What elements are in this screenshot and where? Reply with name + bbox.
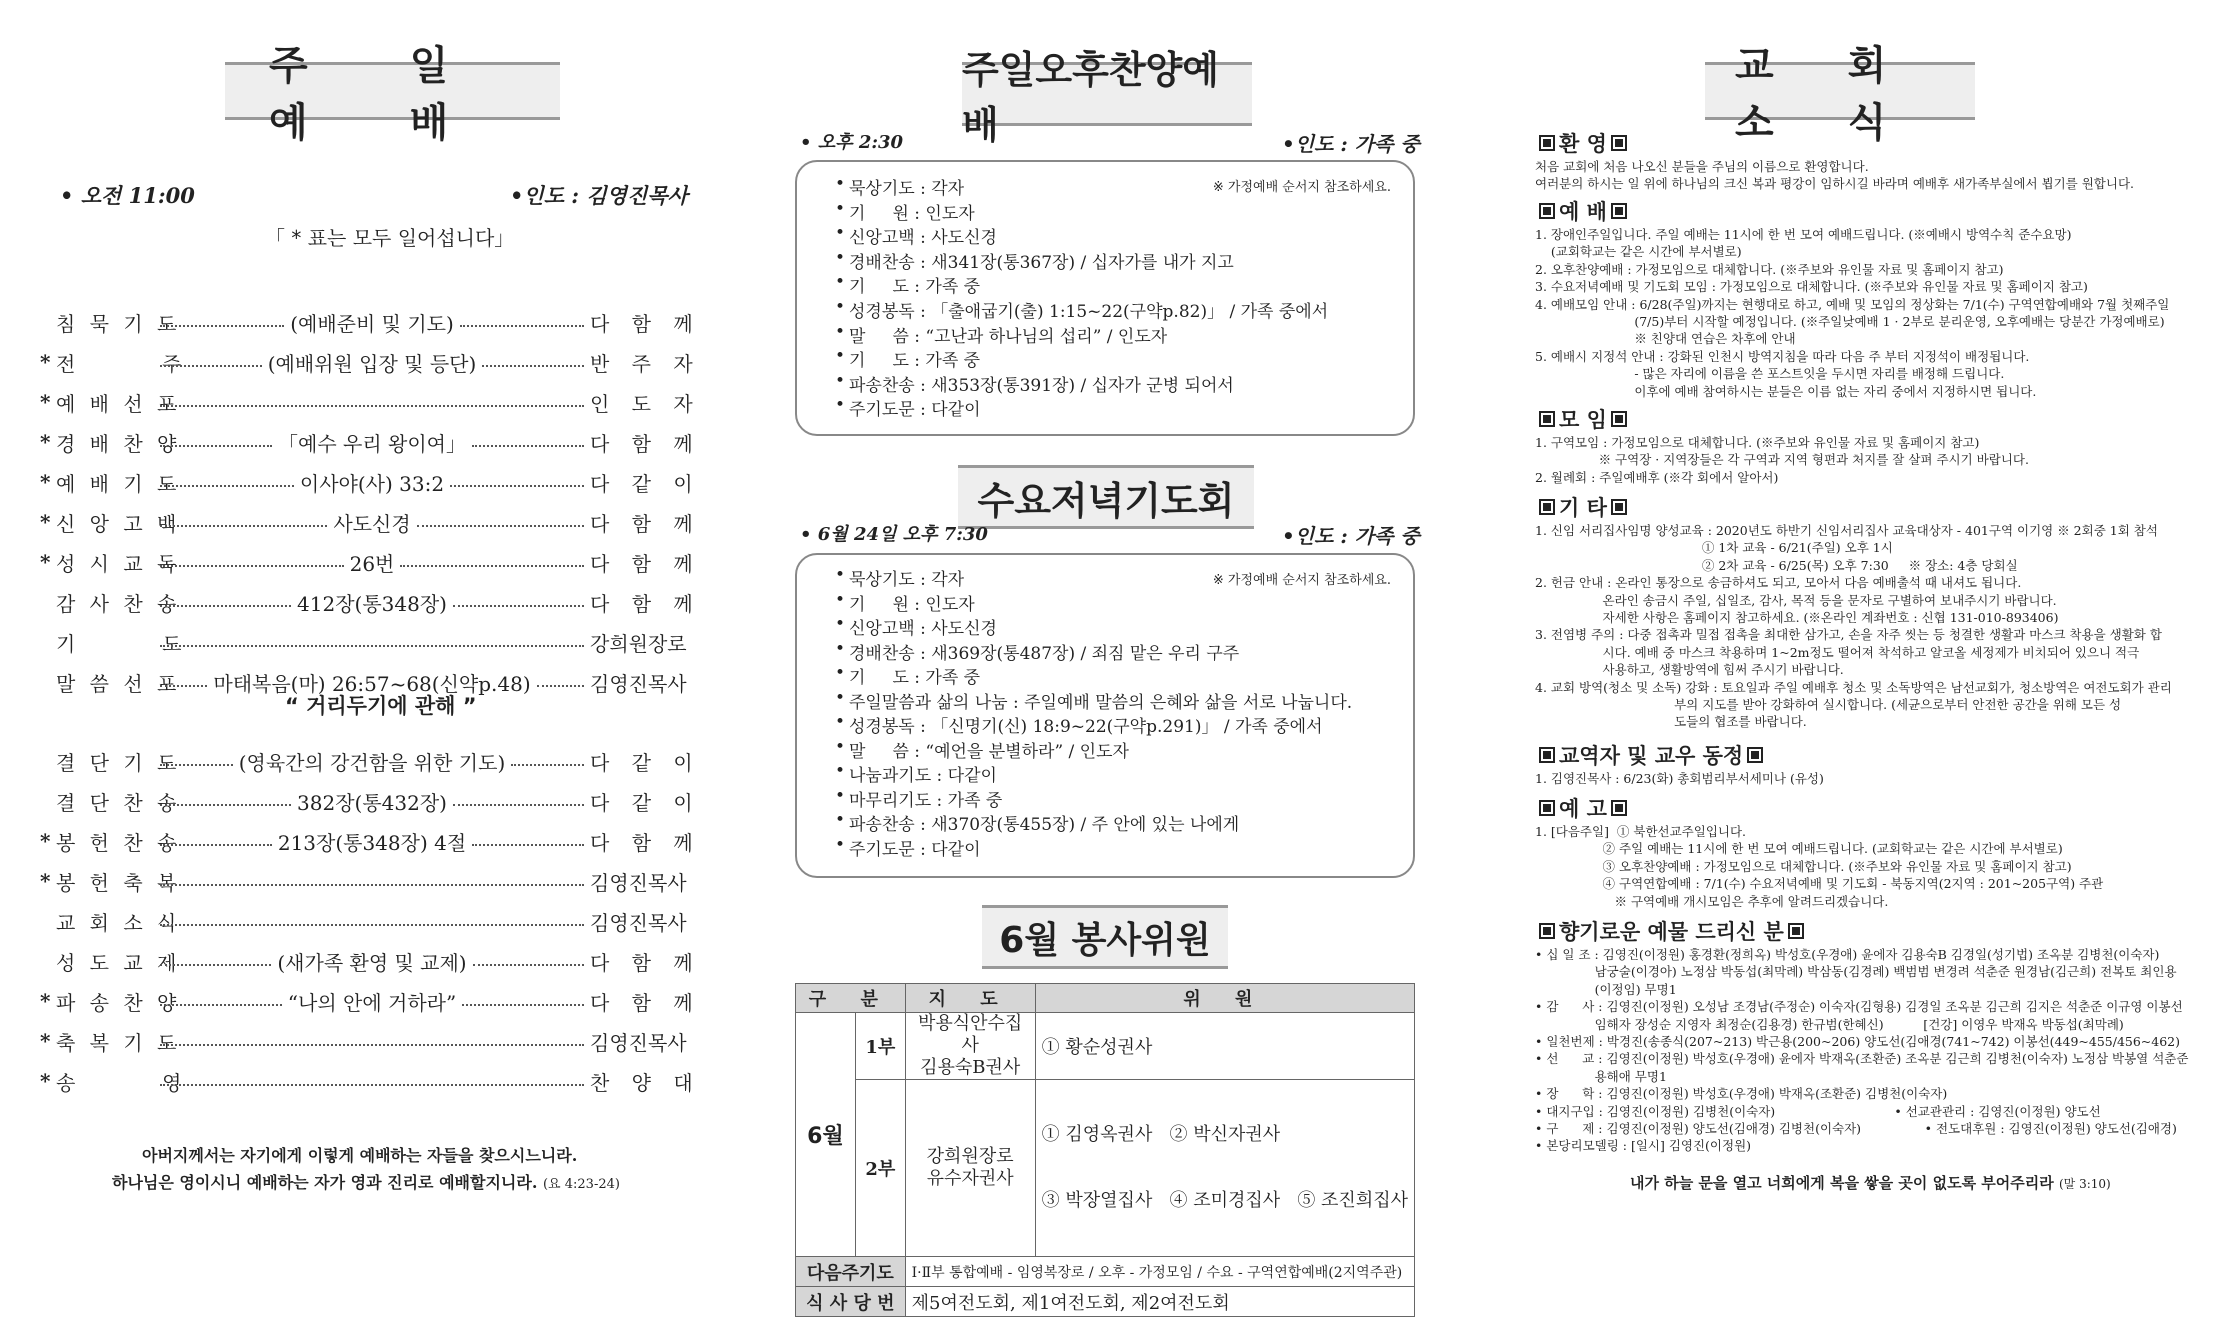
order-item-leader: 다 함 께	[590, 431, 701, 456]
leader-dots	[160, 525, 327, 527]
leader-dots	[160, 685, 207, 687]
order-item-leader: 강희원장로	[590, 631, 687, 656]
etc-heading	[1535, 492, 1631, 522]
square-bullet-icon	[1539, 499, 1555, 515]
offer-line: 남궁술(이경아) 노정삼 박동섭(최막례) 박삼동(김경례) 백범범 변경려 석춘준 원경남(김근희) 전복토 최인용	[1535, 964, 2177, 980]
bible-verse-line-2	[112, 1170, 620, 1193]
order-item	[40, 422, 701, 462]
notice-line: ② 주일 예배는 11시에 한 번 모여 예배드립니다. (교회학교는 같은 시간에 부서별로)	[1535, 841, 2063, 857]
order-item-leader: 김영진목사	[590, 870, 687, 895]
meeting-line: 2. 월례회 : 주일예배후 (※각 회에서 알아서)	[1535, 469, 1779, 485]
order-item-detail: 마태복음(마) 26:57~68(신약p.48)	[213, 671, 531, 696]
sermon-title: “ 거리두기에 관해 ”	[285, 694, 477, 718]
leader-dots	[160, 1044, 584, 1046]
duty-header-members: 위 원	[1035, 984, 1414, 1013]
offer-line: • 선 교 : 김영진(이정원) 박성호(우경애) 윤에자 박재옥(조환준) 조옥분 김근희 김병천(이숙자) 노정삼 박봉열 석춘준	[1535, 1051, 2189, 1067]
welcome-line: 처음 교회에 처음 나오신 분들을 주님의 이름으로 환영합니다.	[1535, 159, 1869, 174]
duty-header-row	[796, 984, 1415, 1013]
order-item	[40, 941, 701, 981]
standing-mark: *	[40, 350, 51, 374]
offer-line: 임해자 장성순 지영자 최정순(김용경) 한규범(한혜신) [건강] 이영우 박재옥 박동섭(최막례)	[1535, 1016, 2124, 1032]
order-item-name: 침 묵 기 도	[56, 311, 181, 336]
duty-meal-row	[796, 1287, 1415, 1317]
leader-dots	[160, 764, 233, 766]
leader-dots	[537, 685, 584, 687]
order-item	[40, 502, 701, 542]
wednesday-order-line: • 파송찬송 : 새370장(통455장) / 주 안에 있는 나에게	[849, 810, 1239, 835]
wednesday-order-line: • 기 원 : 인도자	[849, 590, 975, 615]
notice-line: ③ 오후찬양예배 : 가정모임으로 대체합니다. (※주보와 유인물 자료 및 홈페이지 참고)	[1535, 858, 2072, 874]
afternoon-order-line: • 주기도문 : 다같이	[849, 395, 981, 420]
duty-guide-1	[905, 1013, 1035, 1080]
leader-dots	[472, 445, 584, 447]
etc-line: ① 1차 교육 - 6/21(주일) 오후 1시	[1535, 540, 1893, 556]
worship-line: (교회학교는 같은 시간에 부서별로)	[1535, 244, 1742, 260]
meeting-line: 1. 구역모임 : 가정모임으로 대체합니다. (※주보와 유인물 자료 및 홈페이지 참고)	[1535, 435, 1980, 450]
leader-dots	[160, 445, 272, 447]
afternoon-worship-box	[795, 160, 1415, 436]
afternoon-order-line: • 성경봉독 : 「출애굽기(출) 1:15~22(구약p.82)」 / 가족 중에서	[849, 297, 1328, 322]
worship-line: - 많은 자리에 이름을 쓴 포스트잇을 두시면 자리를 배정해 드립니다.	[1535, 366, 2005, 382]
order-item-name: 경 배 찬 양	[56, 431, 181, 456]
leader-dots	[160, 405, 584, 407]
order-item	[40, 861, 687, 901]
heading-text: 모 임	[1559, 408, 1607, 432]
order-item	[40, 821, 701, 861]
order-item	[40, 1061, 701, 1101]
afternoon-order-line: • 묵상기도 : 각자	[849, 174, 964, 199]
order-item-name: 봉 헌 축 복	[56, 870, 181, 895]
etc-line: 온라인 송금시 주일, 십일조, 감사, 목적 등을 문자로 구별하여 보내주시기 바랍니다.	[1535, 592, 2057, 608]
order-item-leader: 다 함 께	[590, 311, 701, 336]
worship-line: 이후에 예배 참여하시는 분들은 이름 없는 자리 중에서 지정하시면 됩니다.	[1535, 383, 2037, 399]
wednesday-order-line: • 마무리기도 : 가족 중	[849, 786, 1002, 811]
leader-dots	[462, 1004, 584, 1006]
standing-mark: *	[40, 390, 51, 414]
order-item	[40, 382, 701, 422]
order-item-name: 송 영	[56, 1070, 186, 1095]
wednesday-order-line: • 말 씀 : “예언을 분별하라” / 인도자	[849, 737, 1129, 762]
wednesday-prayer-box	[795, 553, 1415, 878]
leader-dots	[453, 804, 584, 806]
offer-line: • 십 일 조 : 김영진(이정원) 홍경환(정희옥) 박성호(우경애) 윤에자 김용숙B 김경일(성기법) 조옥분 김병천(이숙자)	[1535, 947, 2160, 962]
heading-text: 기 타	[1559, 496, 1607, 520]
square-bullet-icon	[1611, 411, 1627, 427]
meal-label: 식 사 당 번	[796, 1287, 906, 1317]
leader-dots	[482, 365, 584, 367]
offer-line: • 일천번제 : 박경진(송종식(207~213) 박근용(200~206) 양도선(김애경(741~742) 이봉선(449~455/456~462)	[1535, 1034, 2181, 1049]
leader-dots	[450, 485, 584, 487]
order-item-detail: (영육간의 강건함을 위한 기도)	[238, 750, 506, 775]
etc-line: 도들의 협조를 바랍니다.	[1535, 714, 1807, 730]
etc-line: 2. 헌금 안내 : 온라인 통장으로 송금하셔도 되고, 모아서 다음 예배출석 때 내셔도 됩니다.	[1535, 575, 2022, 591]
wednesday-order-line: • 성경봉독 : 「신명기(신) 18:9~22(구약p.291)」 / 가족 중에서	[849, 712, 1323, 737]
notice-line: 1. [다음주일] ① 북한선교주일입니다.	[1535, 824, 1747, 839]
middle-column	[795, 0, 1435, 1314]
etc-line: 1. 신임 서리집사임명 양성교육 : 2020년도 하반기 신임서리집사 교육대상자 - 401구역 이기영 ※ 2회중 1회 참석	[1535, 523, 2158, 538]
sunday-worship-title: 주 일 예 배	[225, 62, 560, 120]
etc-line: 시다. 예배 중 마스크 착용하며 1~2m정도 떨어져 착석하고 알코올 세정제가 비치되어 있으니 적극	[1535, 644, 2140, 660]
closing-verse	[1630, 1172, 2111, 1193]
heading-text: 예 배	[1559, 200, 1607, 224]
wednesday-order-line: • 주기도문 : 다같이	[849, 835, 981, 860]
notice-line: ※ 구역예배 개시모임은 추후에 알려드리겠습니다.	[1535, 893, 1889, 909]
order-item	[40, 542, 701, 582]
order-item-name: 성 도 교 제	[56, 950, 181, 975]
order-item-detail: 412장(통348장)	[297, 591, 447, 616]
duty-table	[795, 983, 1415, 1317]
square-bullet-icon	[1539, 411, 1555, 427]
order-item	[40, 342, 701, 382]
standing-mark: *	[40, 1069, 51, 1093]
meeting-line: ※ 구역장 · 지역장들은 각 구역과 지역 형편과 처지를 잘 살펴 주시기 바랍니다.	[1535, 452, 2029, 468]
order-item-detail: 이사야(사) 33:2	[299, 471, 445, 496]
offer-heading	[1535, 916, 1808, 946]
offer-line: • 장 학 : 김영진(이정원) 박성호(우경애) 박재옥(조환준) 김병천(이숙자)	[1535, 1086, 1948, 1102]
order-item-name: 전 주	[56, 351, 186, 376]
order-item-detail: 사도신경	[333, 511, 411, 536]
order-item-name: 축 복 기 도	[56, 1030, 181, 1055]
square-bullet-icon	[1539, 203, 1555, 219]
worship-time: • 오전 11:00	[60, 183, 195, 208]
order-item-name: 예 배 기 도	[56, 471, 181, 496]
order-item-detail: (새가족 환영 및 교제)	[277, 950, 467, 975]
wednesday-order-line: • 신앙고백 : 사도신경	[849, 614, 997, 639]
square-bullet-icon	[1539, 800, 1555, 816]
church-news-column	[1535, 0, 2189, 1240]
notice-heading	[1535, 793, 1631, 823]
worship-line: 2. 오후찬양예배 : 가정모임으로 대체합니다. (※주보와 유인물 자료 및 홈페이지 참고)	[1535, 261, 2004, 277]
worship-line: 3. 수요저녁예배 및 기도회 모임 : 가정모임으로 대체합니다. (※주보와 유인물 자료 및 홈페이지 참고)	[1535, 279, 2088, 295]
order-item	[40, 981, 701, 1021]
duty-header-division: 구 분	[796, 984, 906, 1013]
welcome-heading	[1535, 128, 1631, 158]
square-bullet-icon	[1788, 923, 1804, 939]
leader-dots	[160, 605, 291, 607]
square-bullet-icon	[1611, 800, 1627, 816]
wednesday-note: ※ 가정예배 순서지 참조하세요.	[1212, 573, 1391, 588]
notice-line: ④ 구역연합예배 : 7/1(수) 수요저녁예배 및 기도회 - 북동지역(2지역 : 201~205구역) 주관	[1535, 876, 2104, 892]
offer-line: 용해애 무명1	[1535, 1068, 1667, 1084]
duty-header-guide: 지 도	[905, 984, 1035, 1013]
leader-dots	[160, 1084, 584, 1086]
order-item-leader: 김영진목사	[590, 910, 687, 935]
afternoon-order-line: • 기 도 : 가족 중	[849, 346, 980, 371]
standing-mark: *	[40, 829, 51, 853]
order-item-name: 기 도	[56, 631, 186, 656]
duty-month: 6월	[796, 1013, 856, 1257]
order-item-detail: 26번	[349, 551, 395, 576]
standing-mark: *	[40, 989, 51, 1013]
square-bullet-icon	[1747, 747, 1763, 763]
heading-text: 환 영	[1559, 132, 1607, 156]
order-item	[40, 1021, 687, 1061]
duty-members-2	[1035, 1080, 1414, 1257]
wednesday-leader: •인도 : 가족 중	[1282, 524, 1420, 548]
order-item	[40, 901, 687, 941]
bible-verse-text: 하나님은 영이시니 예배하는 자가 영과 진리로 예배할지니라.	[112, 1173, 538, 1192]
next-prayer-label: 다음주기도	[796, 1257, 906, 1287]
offer-line: • 본당리모델링 : [일시] 김영진(이정원)	[1535, 1138, 1752, 1154]
heading-text: 교역자 및 교우 동정	[1559, 744, 1744, 768]
order-item-leader: 인 도 자	[590, 391, 701, 416]
square-bullet-icon	[1611, 203, 1627, 219]
etc-line: 자세한 사항은 홈페이지 참고하세요. (※온라인 계좌번호 : 신협 131-010-893406)	[1535, 610, 2059, 625]
leader-dots	[160, 1004, 282, 1006]
afternoon-leader: •인도 : 가족 중	[1282, 132, 1420, 156]
order-item-detail: 213장(통348장) 4절	[277, 830, 467, 855]
leader-dots	[160, 485, 294, 487]
church-news-title: 교 회 소 식	[1705, 62, 1975, 120]
leader-dots	[511, 764, 584, 766]
sunday-worship-column	[40, 0, 720, 1240]
afternoon-order-line: • 신앙고백 : 사도신경	[849, 223, 997, 248]
heading-text: 예 고	[1559, 797, 1607, 821]
afternoon-order-line: • 기 원 : 인도자	[849, 199, 975, 224]
wednesday-time: • 6월 24일 오후 7:30	[800, 524, 988, 545]
afternoon-order-line: • 말 씀 : “고난과 하나님의 섭리” / 인도자	[849, 322, 1167, 347]
closing-verse-text: 내가 하늘 문을 열고 너희에게 복을 쌓을 곳이 없도록 부어주리라	[1630, 1174, 2054, 1192]
offer-line: • 감 사 : 김영진(이정원) 오성남 조경남(주정순) 이숙자(김형용) 김경일 조옥분 김근희 김지은 석춘준 이규영 이봉선	[1535, 999, 2183, 1015]
square-bullet-icon	[1611, 135, 1627, 151]
order-item-name: 결 단 기 도	[56, 750, 181, 775]
offer-line: • 구 제 : 김영진(이정원) 양도선(김애경) 김병천(이숙자) • 전도대후원 : 김영진(이정원) 양도선(김애경)	[1535, 1121, 2177, 1136]
duty-members-2a: ① 김영옥권사 ② 박신자권사	[1041, 1124, 1281, 1145]
leader-dots	[160, 804, 291, 806]
leader-dots	[160, 565, 344, 567]
duty-next-row	[796, 1257, 1415, 1287]
meal-value: 제5여전도회, 제1여전도회, 제2여전도회	[905, 1287, 1414, 1317]
afternoon-time: • 오후 2:30	[800, 132, 904, 153]
next-prayer-value: Ⅰ·Ⅱ부 통합예배 - 임영복장로 / 오후 - 가정모임 / 수요 - 구역연합예배(2지역주관)	[905, 1257, 1414, 1287]
order-item-detail: 「예수 우리 왕이여」	[278, 431, 466, 456]
order-item-leader: 김영진목사	[590, 1030, 687, 1055]
duty-members-2b: ③ 박장열집사 ④ 조미경집사 ⑤ 조진희집사	[1041, 1190, 1408, 1211]
leader-dots	[160, 325, 284, 327]
order-item	[40, 781, 701, 821]
order-item-detail: (예배위원 입장 및 등단)	[267, 351, 477, 376]
etc-line: ② 2차 교육 - 6/25(목) 오후 7:30 ※ 장소: 4층 당회실	[1535, 557, 2018, 573]
leader-dots	[160, 884, 584, 886]
order-item-name: 성 시 교 독	[56, 551, 181, 576]
leader-dots	[160, 365, 262, 367]
order-item-leader: 다 같 이	[590, 790, 701, 815]
order-item	[40, 302, 701, 342]
welcome-line: 여러분의 하시는 일 위에 하나님의 크신 복과 평강이 임하시길 바라며 예배후 새가족부실에서 뵙기를 원합니다.	[1535, 176, 2135, 192]
offer-line: (이정임) 무명1	[1535, 981, 1677, 997]
order-item-detail: “나의 안에 거하라”	[287, 990, 457, 1015]
order-item	[40, 622, 687, 662]
square-bullet-icon	[1539, 135, 1555, 151]
duty-members-1: ① 황순성권사	[1035, 1013, 1414, 1080]
etc-line: 4. 교회 방역(청소 및 소독) 강화 : 토요일과 주일 예배후 청소 및 소독방역은 남선교회가, 청소방역은 여전도회가 관리	[1535, 679, 2172, 695]
standing-mark: *	[40, 869, 51, 893]
wednesday-order-line: • 나눔과기도 : 다같이	[849, 761, 997, 786]
leader-dots	[473, 964, 584, 966]
leader-dots	[400, 565, 584, 567]
duty-guide-2b: 유수자권사	[926, 1168, 1014, 1189]
afternoon-note: ※ 가정예배 순서지 참조하세요.	[1212, 180, 1391, 195]
worship-line: 1. 장애인주일입니다. 주일 예배는 11시에 한 번 모여 예배드립니다. (※예배시 방역수칙 준수요망)	[1535, 227, 2072, 242]
etc-line: 사용하고, 생활방역에 힘써 주시기 바랍니다.	[1535, 662, 1844, 678]
order-item-leader: 김영진목사	[590, 671, 687, 696]
afternoon-order-line: • 파송찬송 : 새353장(통391장) / 십자가 군병 되어서	[849, 371, 1234, 396]
bible-verse-line-1: 아버지께서는 자기에게 이렇게 예배하는 자들을 찾으시느니라.	[142, 1146, 578, 1165]
order-item-leader: 다 함 께	[590, 830, 701, 855]
order-item-leader: 반 주 자	[590, 351, 701, 376]
wednesday-order-line: • 묵상기도 : 각자	[849, 565, 964, 590]
offer-line: • 대지구입 : 김영진(이정원) 김병천(이숙자) • 선교관관리 : 김영진(이정원) 양도선	[1535, 1103, 2101, 1119]
order-item	[40, 741, 701, 781]
staff-heading	[1535, 740, 1767, 770]
order-item	[40, 462, 701, 502]
order-item-leader: 찬 양 대	[590, 1070, 701, 1095]
afternoon-order-line: • 기 도 : 가족 중	[849, 272, 980, 297]
square-bullet-icon	[1611, 499, 1627, 515]
duty-guide-1b: 김용숙B권사	[920, 1057, 1021, 1078]
order-item-leader: 다 함 께	[590, 591, 701, 616]
wednesday-order-line: • 주일말씀과 삶의 나눔 : 주일예배 말씀의 은혜와 삶을 서로 나눕니다.	[849, 688, 1352, 713]
etc-line: 3. 전염병 주의 : 다중 접촉과 밀접 접촉을 최대한 삼가고, 손을 자주 씻는 등 청결한 생활과 마스크 착용을 생활화 합	[1535, 627, 2162, 643]
leader-dots	[160, 844, 272, 846]
order-item-name: 결 단 찬 송	[56, 790, 181, 815]
order-item-name: 예 배 선 포	[56, 391, 181, 416]
worship-line: 4. 예배모임 안내 : 6/28(주일)까지는 현행대로 하고, 예배 및 모임의 정상화는 7/1(수) 구역연합예배와 7월 첫째주일	[1535, 296, 2170, 312]
square-bullet-icon	[1539, 923, 1555, 939]
order-item-leader: 다 함 께	[590, 551, 701, 576]
standing-mark: *	[40, 1029, 51, 1053]
order-item-leader: 다 함 께	[590, 990, 701, 1015]
duty-row-1	[796, 1013, 1415, 1080]
duty-title: 6월 봉사위원	[982, 905, 1228, 969]
order-item-leader: 다 같 이	[590, 471, 701, 496]
wednesday-order-line: • 경배찬송 : 새369장(통487장) / 죄짐 맡은 우리 구주	[849, 639, 1239, 664]
duty-guide-2a: 강희원장로	[926, 1146, 1014, 1167]
wednesday-prayer-title: 수요저녁기도회	[958, 465, 1254, 529]
heading-text: 향기로운 예물 드리신 분	[1559, 920, 1784, 944]
order-item	[40, 582, 701, 622]
standing-mark: *	[40, 430, 51, 454]
worship-line: (7/5)부터 시작할 예정입니다. (※주일낮예배 1 · 2부로 분리운영, 오후예배는 당분간 가정예배로)	[1535, 314, 2165, 329]
order-item-name: 교 회 소 식	[56, 910, 181, 935]
duty-part-2: 2부	[855, 1080, 905, 1257]
order-item-detail: (예배준비 및 기도)	[290, 311, 454, 336]
order-item-name: 봉 헌 찬 송	[56, 830, 181, 855]
leader-dots	[472, 844, 584, 846]
leader-dots	[460, 325, 584, 327]
duty-part-1: 1부	[855, 1013, 905, 1080]
worship-line: 5. 예배시 지정석 안내 : 강화된 인천시 방역지침을 따라 다음 주 부터 지정석이 배정됩니다.	[1535, 348, 2030, 364]
staff-line: 1. 김영진목사 : 6/23(화) 총회범리부서세미나 (유성)	[1535, 771, 1824, 786]
worship-heading	[1535, 196, 1631, 226]
standing-mark: *	[40, 510, 51, 534]
order-item-detail: 382장(통432장)	[297, 790, 447, 815]
afternoon-worship-title: 주일오후찬양예배	[962, 62, 1252, 126]
meeting-heading	[1535, 404, 1631, 434]
leader-dots	[160, 924, 584, 926]
order-item-name: 신 앙 고 백	[56, 511, 181, 536]
worship-leader: •인도 : 김영진목사	[510, 183, 688, 208]
standing-mark: *	[40, 550, 51, 574]
standing-note: 「 * 표는 모두 일어섭니다」	[265, 226, 515, 250]
order-item-leader: 다 같 이	[590, 750, 701, 775]
worship-line: ※ 친양대 연습은 차후에 안내	[1535, 331, 1796, 347]
order-item-name: 파 송 찬 양	[56, 990, 181, 1015]
etc-line: 부의 지도를 받아 강화하여 실시합니다. (세균으로부터 안전한 공간을 위해 모든 성	[1535, 697, 2122, 712]
duty-guide-1a: 박용식안수집사	[917, 1013, 1023, 1056]
duty-guide-2	[905, 1080, 1035, 1257]
square-bullet-icon	[1539, 747, 1555, 763]
order-item-leader: 다 함 께	[590, 950, 701, 975]
bible-verse-ref: (요 4:23-24)	[542, 1177, 620, 1192]
order-item-leader: 다 함 께	[590, 511, 701, 536]
order-item-name: 말 씀 선 포	[56, 671, 181, 696]
wednesday-order-line: • 기 도 : 가족 중	[849, 663, 980, 688]
leader-dots	[417, 525, 584, 527]
standing-mark: *	[40, 470, 51, 494]
duty-row-2	[796, 1080, 1415, 1257]
leader-dots	[160, 964, 271, 966]
leader-dots	[160, 645, 584, 647]
closing-verse-ref: (말 3:10)	[2058, 1177, 2111, 1191]
afternoon-order-line: • 경배찬송 : 새341장(통367장) / 십자가를 내가 지고	[849, 248, 1234, 273]
order-item-name: 감 사 찬 송	[56, 591, 181, 616]
leader-dots	[453, 605, 584, 607]
